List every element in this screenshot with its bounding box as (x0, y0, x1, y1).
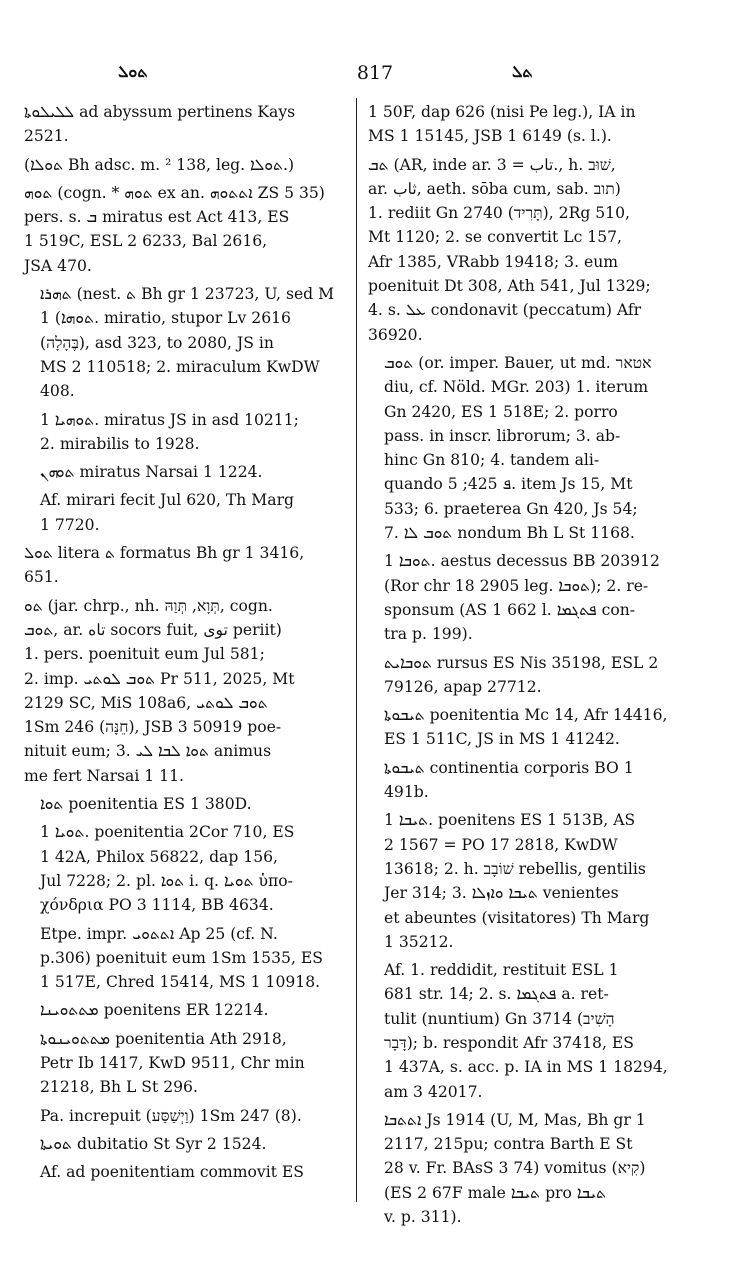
dictionary-entry: Af. mirari fecit Jul 620, Th Marg 1 7720. (40, 491, 294, 534)
dictionary-entry: (ܬܘܠܐ Bh adsc. m. ² 138, leg. ܬܘܠܐ.) (24, 155, 295, 174)
dictionary-entry: ܬܘܝܬܐ dubitatio St Syr 2 1524. (40, 1134, 267, 1153)
dictionary-entry: ܡܬܬܘܝܢܘܬܐ poenitentia Ath 2918, Petr Ib 1417, KwD 9511, Chr min 21218, Bh L St 296. (40, 1029, 305, 1097)
dictionary-entry: ܬܒ (AR, inde ar. تاب = 3., h. שׁוּב, ar. ثاب, aeth. sōba cum, sab. תוב) 1. rediit Gn 2740 (תָּרִיד), 2Rg 510, Mt 1120; 2. se convertit Lc 157, Afr 1385, VRabb 19418; 3. eum poenituit Dt 308, Ath 541, Jul 1329; 4. s. ܥܠ condonavit (peccatum) Afr 36920. (368, 155, 651, 344)
dictionary-entry: ܬܘܗܝܐ 1. miratus JS in asd 10211; 2. mirabilis to 1928. (40, 410, 299, 453)
page-number: 817 (356, 62, 394, 84)
column-divider (356, 98, 357, 1202)
dictionary-entry: 1 50F, dap 626 (nisi Pe leg.), IA in MS 1 15145, JSB 1 6149 (s. l.). (368, 103, 636, 146)
dictionary-entry: ܠܠܝܠܘܬܐ ad abyssum pertinens Kays 2521. (24, 103, 296, 146)
dictionary-entry: ܬܘܗܢ miratus Narsai 1 1224. (40, 463, 263, 482)
dictionary-entry: Af. 1. reddidit, restituit ESL 1 681 str. 14; 2. s. ܦܬܓܡܐ a. ret- tulit (nuntium) Gn 3714 (הָשִׁיב דָּבָר); b. respondit Afr 37418, ES 1 437A, s. acc. p. IA in MS 1 18294, am 3 42017. (384, 961, 668, 1101)
dictionary-entry: Af. ad poenitentiam commovit ES (40, 1163, 304, 1182)
dictionary-entry: Pa. increpuit (וַיְשַׁסַּע) 1Sm 247 (8). (40, 1106, 302, 1125)
dictionary-entry: ܬܘܝܐ 1. poenitentia 2Cor 710, ES 1 42A, Philox 56822, dap 156, Jul 7228; 2. pl. ܬܘܐ i. q. ܬܘܝܐ ὑπο- χόνδρια PO 3 1114, BB 4634. (40, 823, 295, 915)
header-right-word: ܬܠ (512, 62, 533, 81)
dictionary-entry: ܡܬܬܘܝܢܐ poenitens ER 12214. (40, 1001, 269, 1020)
dictionary-entry: ܬܝܒܘܬܐ poenitentia Mc 14, Afr 14416, ES 1 511C, JS in MS 1 41242. (384, 706, 668, 749)
header-left-word: ܬܘܠ (118, 62, 148, 81)
left-column (24, 100, 346, 1188)
right-column (368, 100, 726, 1233)
dictionary-entry: ܬܘܐ poenitentia ES 1 380D. (40, 795, 252, 814)
page-header (0, 62, 750, 86)
dictionary-entry: ܬܘܒ (or. imper. Bauer, ut md. אטאר diu, cf. Nöld. MGr. 203) 1. iterum Gn 2420, ES 1 518E; 2. porro pass. in inscr. librorum; 3. ab- hinc Gn 810; 4. tandem ali- quando ܦ 425; 5. item Js 15, Mt 533; 6. praeterea Gn 420, Js 54; 7. ܬܘܒ ܠܐ nondum Bh L St 1168. (384, 353, 652, 543)
dictionary-entry: ܬܘܠ litera ܬ formatus Bh gr 1 3416, 651. (24, 544, 305, 587)
dictionary-entry: Etpe. impr. ܐܬܬܘܝ Ap 25 (cf. N. p.306) poenituit eum 1Sm 1535, ES 1 517E, Chred 15414, MS 1 10918. (40, 924, 323, 992)
dictionary-entry: ܬܝܒܐ 1. poenitens ES 1 513B, AS 2 1567 = PO 17 2818, KwDW 13618; 2. h. שׁוֹבָב rebellis, gentilis Jer 314; 3. ܬܝܒܐ ܘܐܙܠܐ venientes et abeuntes (visitatores) Th Marg 1 35212. (384, 811, 650, 951)
dictionary-entry: ܬܘܗ (cogn. * ܬܘܗ ex an. ܐܬܬܘܗ ZS 5 35) pers. s. ܒ miratus est Act 413, ES 1 519C, ESL 2 6233, Bal 2616, JSA 470. (24, 183, 325, 275)
dictionary-entry: ܬܘܒܐ 1. aestus decessus BB 203912 (Ror chr 18 2905 leg. ܬܘܒܐ); 2. re- sponsum (AS 1 662 l. ܦܬܓܡܐ con- tra p. 199). (384, 552, 660, 644)
dictionary-entry: ܬܝܒܘܬܐ continentia corporis BO 1 491b. (384, 758, 634, 802)
dictionary-entry: ܐܬܬܒܐ Js 1914 (U, M, Mas, Bh gr 1 2117, 215pu; contra Barth E St 28 v. Fr. BAsS 3 74) vomitus (קִיא) (ES 2 67F male ܬܝܒܐ pro ܬܝܒܐ v. p. 311). (384, 1110, 646, 1227)
dictionary-entry: ܬܘܒܐܝܬ rursus ES Nis 35198, ESL 2 79126, apap 27712. (384, 653, 659, 696)
dictionary-entry: ܬܘ (jar. chrp., nh. תְּוָא, תְּוַהּ, cogn. ܬܘܒ, ar. تاه socors fuit, توى periit) 1. pers. poenituit eum Jul 581; 2. imp. ܬܘܒ ܠܘܬܝ Pr 511, 2025, Mt 2129 SC, MiS 108a6, ܬܘܒ ܠܘܬܝ 1Sm 246 (חֵנָּה), JSB 3 50919 poe- nituit eum; 3. ܬܘܐ ܠܒܐ ܠܝ animus me fert Narsai 1 11. (24, 596, 295, 785)
dictionary-entry: ܬܗܪܐ (nest. ܬ Bh gr 1 23723, U, sed M ܬܘܗܐ) 1. miratio, stupor Lv 2616 (בֶּהָלָה), asd 323, to 2080, JS in MS 2 110518; 2. miraculum KwDW 408. (40, 285, 335, 401)
